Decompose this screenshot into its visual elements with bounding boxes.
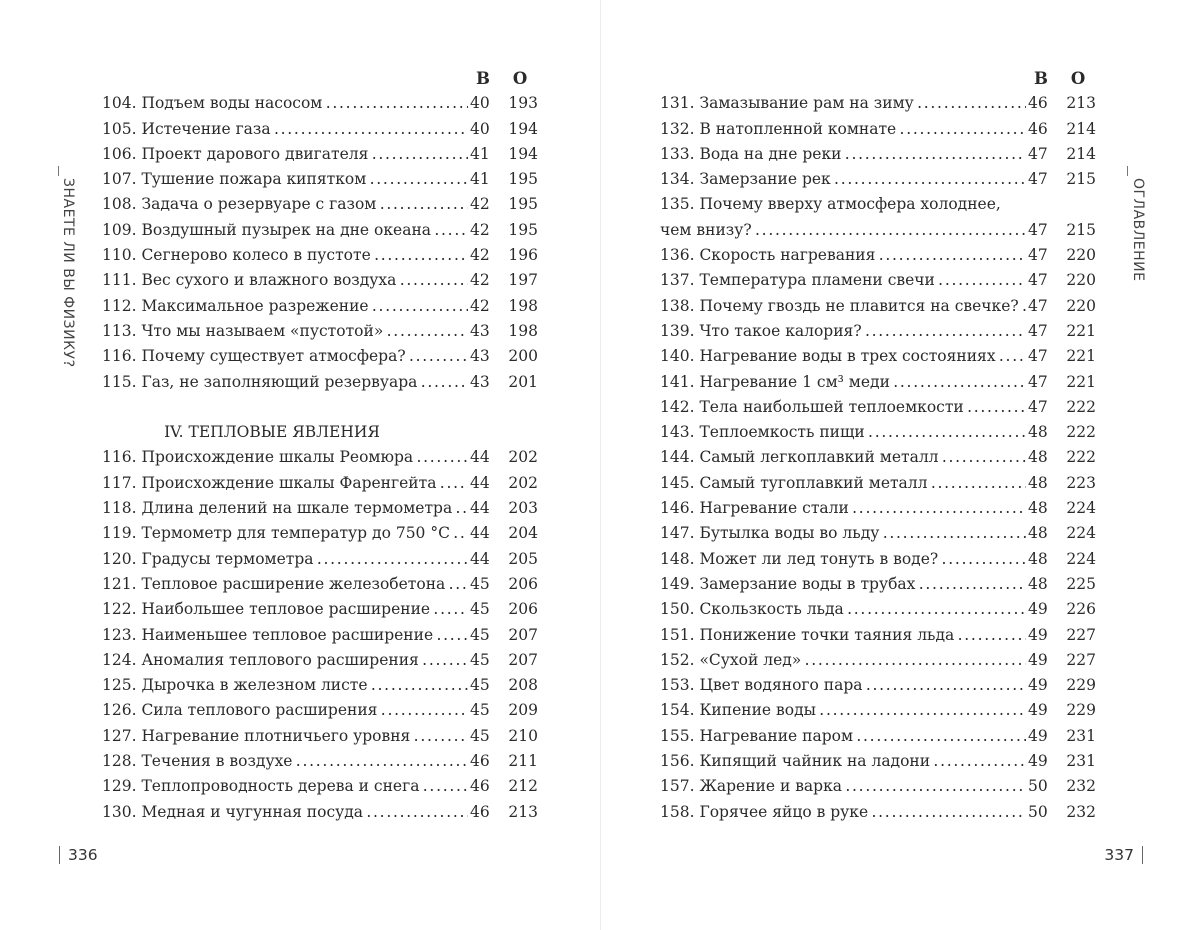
toc-entry-answer-page: 223	[1066, 473, 1096, 492]
toc-entry	[660, 572, 1100, 597]
toc-entry-answer-page: 213	[1066, 94, 1096, 113]
section-heading	[102, 395, 542, 446]
toc-entry-answer-page: 198	[508, 321, 538, 340]
toc-entry-title: 135. Почему вверху атмосфера холоднее,	[660, 195, 1001, 214]
toc-entry-question-page: 47	[1026, 294, 1054, 319]
toc-entry	[102, 370, 542, 395]
toc-entry-answer-page: 194	[508, 119, 538, 138]
toc-entry-answer-page: 229	[1066, 701, 1096, 720]
left-page	[0, 0, 600, 930]
toc-entry-title: 115. Газ, не заполняющий резервуара . . .	[102, 370, 494, 395]
toc-entry-answer-page: 224	[1066, 524, 1096, 543]
section-title: IV. ТЕПЛОВЫЕ ЯВЛЕНИЯ	[164, 423, 380, 442]
toc-entry-question-page: 47	[1026, 344, 1054, 369]
toc-entry-question-page: 47	[1026, 167, 1054, 192]
toc-entry-title: 105. Истечение газа . . .	[102, 117, 494, 142]
toc-entry	[102, 774, 542, 799]
toc-entry-question-page: 48	[1026, 521, 1054, 546]
toc-entry	[102, 547, 542, 572]
toc-entry-question-page: 47	[1026, 268, 1054, 293]
toc-entry-question-page: 45	[468, 698, 496, 723]
toc-entry-title: 149. Замерзание воды в трубах . . .	[660, 572, 1052, 597]
toc-entry-title: 139. Что такое калория? . . .	[660, 319, 1052, 344]
toc-entry-title: 107. Тушение пожара кипятком . . .	[102, 167, 494, 192]
toc-entry-title: 116. Почему существует атмосфера? . . .	[102, 344, 494, 369]
toc-entry-answer-page: 229	[1066, 676, 1096, 695]
toc-entry-title: 150. Скользкость льда . . .	[660, 597, 1052, 622]
toc-entry-answer-page: 226	[1066, 600, 1096, 619]
toc-list-heat-continued	[660, 91, 1100, 825]
toc-entry-title: 158. Горячее яйцо в руке . . .	[660, 800, 1052, 825]
toc-entry-answer-page: 207	[508, 650, 538, 669]
toc-entry	[102, 471, 542, 496]
toc-entry-answer-page: 225	[1066, 574, 1096, 593]
toc-entry	[660, 243, 1100, 268]
toc-entry-answer-page: 221	[1066, 372, 1096, 391]
toc-entry-question-page: 47	[1026, 142, 1054, 167]
toc-entry-title: 128. Течения в воздухе . . .	[102, 749, 494, 774]
toc-entry-answer-page: 232	[1066, 802, 1096, 821]
toc-entry	[660, 117, 1100, 142]
toc-entry-title: 108. Задача о резервуаре с газом . . .	[102, 192, 494, 217]
toc-entry-question-page: 43	[468, 370, 496, 395]
toc-entry-title: 152. «Сухой лед» . . .	[660, 648, 1052, 673]
toc-entry-answer-page: 202	[508, 448, 538, 467]
toc-entry-title: 119. Термометр для температур до 750 °С . . .	[102, 521, 494, 546]
toc-entry-question-page: 47	[1026, 319, 1054, 344]
toc-entry-title: 127. Нагревание плотничьего уровня . . .	[102, 724, 494, 749]
toc-entry-answer-page: 207	[508, 625, 538, 644]
toc-entry-question-page: 43	[468, 344, 496, 369]
toc-entry-title: 121. Тепловое расширение железобетона . . .	[102, 572, 494, 597]
toc-entry	[102, 91, 542, 116]
toc-entry-question-page: 44	[468, 445, 496, 470]
page-number-left: 336	[59, 846, 98, 864]
toc-entry-answer-page: 212	[508, 777, 538, 796]
toc-entry-answer-page: 213	[508, 802, 538, 821]
toc-entry-answer-page: 221	[1066, 321, 1096, 340]
toc-entry	[102, 749, 542, 774]
toc-entry-title: 154. Кипение воды . . .	[660, 698, 1052, 723]
toc-entry-answer-page: 224	[1066, 499, 1096, 518]
toc-entry-question-page: 49	[1026, 623, 1054, 648]
toc-entry-answer-page: 195	[508, 195, 538, 214]
toc-entry-title: 138. Почему гвоздь не плавится на свечке? . . .	[660, 294, 1052, 319]
toc-entry	[660, 724, 1100, 749]
toc-entry-title: 125. Дырочка в железном листе . . .	[102, 673, 494, 698]
toc-entry-question-page: 49	[1026, 648, 1054, 673]
toc-entry	[102, 673, 542, 698]
toc-entry	[102, 117, 542, 142]
toc-entry-question-page: 42	[468, 218, 496, 243]
toc-entry-question-page: 41	[468, 167, 496, 192]
toc-entry-title: 144. Самый легкоплавкий металл . . .	[660, 445, 1052, 470]
toc-entry-title: 131. Замазывание рам на зиму . . .	[660, 91, 1052, 116]
toc-entry	[102, 344, 542, 369]
toc-entry-title: 120. Градусы термометра . . .	[102, 547, 494, 572]
toc-entry-title: 141. Нагревание 1 см³ меди . . .	[660, 370, 1052, 395]
toc-entry	[102, 521, 542, 546]
toc-entry-question-page: 48	[1026, 496, 1054, 521]
toc-entry-title: 137. Температура пламени свечи . . .	[660, 268, 1052, 293]
toc-entry	[660, 673, 1100, 698]
toc-entry-answer-page: 221	[1066, 347, 1096, 366]
toc-entry-title: 122. Наибольшее тепловое расширение . . .	[102, 597, 494, 622]
toc-entry-title: 130. Медная и чугунная посуда . . .	[102, 800, 494, 825]
toc-entry-question-page: 42	[468, 294, 496, 319]
toc-entry-title: 124. Аномалия теплового расширения . . .	[102, 648, 494, 673]
toc-entry-answer-page: 206	[508, 600, 538, 619]
toc-entry	[660, 547, 1100, 572]
right-page	[601, 0, 1203, 930]
toc-entry-title: 157. Жарение и варка . . .	[660, 774, 1052, 799]
toc-entry	[660, 319, 1100, 344]
toc-entry-title: 133. Вода на дне реки . . .	[660, 142, 1052, 167]
toc-entry	[102, 724, 542, 749]
toc-entry	[102, 623, 542, 648]
toc-entry-title: 104. Подъем воды насосом . . .	[102, 91, 494, 116]
toc-entry-answer-page: 227	[1066, 650, 1096, 669]
toc-entry-answer-page: 231	[1066, 726, 1096, 745]
toc-entry	[102, 496, 542, 521]
toc-entry-answer-page: 214	[1066, 119, 1096, 138]
toc-entry	[660, 445, 1100, 470]
toc-entry-title: 123. Наименьшее тепловое расширение . . .	[102, 623, 494, 648]
toc-entry-title: 155. Нагревание паром . . .	[660, 724, 1052, 749]
toc-entry-answer-page: 195	[508, 220, 538, 239]
toc-entry	[660, 142, 1100, 167]
toc-entry-answer-page: 195	[508, 170, 538, 189]
toc-entry-answer-page: 220	[1066, 296, 1096, 315]
toc-entry-question-page: 43	[468, 319, 496, 344]
toc-entry-answer-page: 194	[508, 144, 538, 163]
toc-entry-title: 145. Самый тугоплавкий металл . . .	[660, 471, 1052, 496]
toc-entry-question-page: 47	[1026, 218, 1054, 243]
toc-entry-answer-page: 222	[1066, 448, 1096, 467]
toc-entry-title: 110. Сегнерово колесо в пустоте . . .	[102, 243, 494, 268]
toc-entry-question-page: 45	[468, 673, 496, 698]
toc-entry-title: 111. Вес сухого и влажного воздуха . . .	[102, 268, 494, 293]
toc-entry	[102, 167, 542, 192]
toc-entry	[660, 648, 1100, 673]
toc-entry-question-page: 45	[468, 597, 496, 622]
toc-entry-title: 153. Цвет водяного пара . . .	[660, 673, 1052, 698]
toc-entry-title: 113. Что мы называем «пустотой» . . .	[102, 319, 494, 344]
toc-entry-title: 156. Кипящий чайник на ладони . . .	[660, 749, 1052, 774]
toc-entry	[660, 167, 1100, 192]
toc-entry-answer-page: 222	[1066, 397, 1096, 416]
toc-entry-question-page: 50	[1026, 800, 1054, 825]
toc-entry-question-page: 48	[1026, 420, 1054, 445]
toc-entry-title: 140. Нагревание воды в трех состояниях . . .	[660, 344, 1052, 369]
col-answer-header: О	[1070, 69, 1086, 88]
toc-list-heat	[102, 445, 542, 824]
running-head-right: ОГЛАВЛЕНИЕ	[1130, 178, 1146, 282]
toc-entry-title: 117. Происхождение шкалы Фаренгейта . . .	[102, 471, 494, 496]
column-headers	[660, 66, 1100, 91]
toc-entry-answer-page: 193	[508, 94, 538, 113]
toc-entry-answer-page: 211	[508, 752, 538, 771]
toc-entry-title: 147. Бутылка воды во льду . . .	[660, 521, 1052, 546]
toc-entry-answer-page: 227	[1066, 625, 1096, 644]
toc-entry-question-page: 40	[468, 91, 496, 116]
toc-entry-question-page: 48	[1026, 547, 1054, 572]
toc-entry-question-page: 46	[468, 774, 496, 799]
running-head-bar	[1127, 166, 1128, 176]
toc-entry	[102, 192, 542, 217]
toc-entry-title: 116. Происхождение шкалы Реомюра . . .	[102, 445, 494, 470]
toc-entry-question-page: 45	[468, 724, 496, 749]
toc-left	[102, 66, 542, 825]
toc-entry-answer-page: 215	[1066, 170, 1096, 189]
toc-entry-answer-page: 205	[508, 549, 538, 568]
toc-entry	[102, 268, 542, 293]
toc-entry	[660, 774, 1100, 799]
running-head-bar	[58, 166, 59, 176]
toc-entry-title: 126. Сила теплового расширения . . .	[102, 698, 494, 723]
toc-entry-answer-page: 198	[508, 296, 538, 315]
toc-entry-answer-page: 206	[508, 574, 538, 593]
toc-entry-title: 134. Замерзание рек . . .	[660, 167, 1052, 192]
running-head-left: ЗНАЕТЕ ЛИ ВЫ ФИЗИКУ?	[60, 178, 76, 368]
toc-entry-question-page: 45	[468, 623, 496, 648]
toc-entry	[102, 597, 542, 622]
toc-entry-question-page: 48	[1026, 471, 1054, 496]
col-question-header: В	[476, 69, 490, 88]
toc-entry-title: чем внизу? . . .	[660, 218, 1052, 243]
toc-entry-answer-page: 197	[508, 271, 538, 290]
toc-entry-question-page: 48	[1026, 572, 1054, 597]
toc-entry-answer-page: 224	[1066, 549, 1096, 568]
toc-entry-answer-page: 202	[508, 473, 538, 492]
toc-entry-question-page: 47	[1026, 395, 1054, 420]
toc-entry-answer-page: 215	[1066, 220, 1096, 239]
toc-entry	[660, 370, 1100, 395]
toc-entry	[102, 445, 542, 470]
toc-entry	[102, 572, 542, 597]
toc-entry-question-page: 47	[1026, 243, 1054, 268]
toc-entry-question-page: 44	[468, 547, 496, 572]
toc-entry-question-page: 46	[468, 800, 496, 825]
toc-entry-title: 109. Воздушный пузырек на дне океана . . .	[102, 218, 494, 243]
toc-entry	[660, 218, 1100, 243]
toc-entry-answer-page: 196	[508, 246, 538, 265]
toc-entry-answer-page: 204	[508, 524, 538, 543]
toc-entry-question-page: 44	[468, 496, 496, 521]
toc-entry-answer-page: 222	[1066, 423, 1096, 442]
toc-entry-title: 129. Теплопроводность дерева и снега . . .	[102, 774, 494, 799]
toc-entry-question-page: 42	[468, 192, 496, 217]
toc-entry	[660, 749, 1100, 774]
toc-entry-answer-page: 201	[508, 372, 538, 391]
toc-entry	[102, 648, 542, 673]
toc-entry-answer-page: 210	[508, 726, 538, 745]
toc-entry-title: 112. Максимальное разрежение . . .	[102, 294, 494, 319]
toc-entry-question-page: 44	[468, 471, 496, 496]
toc-entry-question-page: 41	[468, 142, 496, 167]
toc-entry	[102, 319, 542, 344]
toc-entry-title: 142. Тела наибольшей теплоемкости . . .	[660, 395, 1052, 420]
toc-entry-answer-page: 220	[1066, 246, 1096, 265]
toc-entry	[102, 294, 542, 319]
toc-entry-title: 143. Теплоемкость пищи . . .	[660, 420, 1052, 445]
toc-entry-question-page: 47	[1026, 370, 1054, 395]
toc-entry	[660, 597, 1100, 622]
toc-entry-question-page: 46	[468, 749, 496, 774]
column-headers	[102, 66, 542, 91]
toc-entry	[660, 800, 1100, 825]
toc-entry	[660, 698, 1100, 723]
toc-entry-answer-page: 220	[1066, 271, 1096, 290]
toc-entry-answer-page: 209	[508, 701, 538, 720]
toc-entry-answer-page: 231	[1066, 752, 1096, 771]
toc-entry-question-page: 42	[468, 243, 496, 268]
toc-right	[660, 66, 1100, 825]
toc-entry	[660, 344, 1100, 369]
page-number-right: 337	[1104, 846, 1143, 864]
col-answer-header: О	[512, 69, 528, 88]
toc-entry	[660, 496, 1100, 521]
toc-entry-question-page: 40	[468, 117, 496, 142]
toc-entry	[660, 395, 1100, 420]
toc-entry-question-page: 49	[1026, 724, 1054, 749]
toc-entry	[660, 268, 1100, 293]
toc-entry-answer-page: 214	[1066, 144, 1096, 163]
toc-entry-answer-page: 232	[1066, 777, 1096, 796]
toc-entry-question-page: 49	[1026, 673, 1054, 698]
toc-entry	[660, 471, 1100, 496]
toc-entry	[660, 623, 1100, 648]
toc-entry	[660, 420, 1100, 445]
toc-list-mechanics	[102, 91, 542, 395]
toc-entry-question-page: 45	[468, 572, 496, 597]
toc-entry-title: 151. Понижение точки таяния льда . . .	[660, 623, 1052, 648]
toc-entry-question-page: 49	[1026, 597, 1054, 622]
toc-entry-title: 136. Скорость нагревания . . .	[660, 243, 1052, 268]
toc-entry	[102, 698, 542, 723]
toc-entry-title: 148. Может ли лед тонуть в воде? . . .	[660, 547, 1052, 572]
toc-entry	[102, 218, 542, 243]
toc-entry-question-page: 49	[1026, 749, 1054, 774]
toc-entry-title: 146. Нагревание стали . . .	[660, 496, 1052, 521]
toc-entry-question-page: 48	[1026, 445, 1054, 470]
toc-entry-answer-page: 208	[508, 676, 538, 695]
toc-entry	[660, 192, 1100, 217]
toc-entry	[660, 521, 1100, 546]
toc-entry-question-page: 42	[468, 268, 496, 293]
toc-entry	[102, 142, 542, 167]
toc-entry-answer-page: 203	[508, 499, 538, 518]
toc-entry-question-page: 44	[468, 521, 496, 546]
toc-entry	[660, 91, 1100, 116]
toc-entry-question-page: 45	[468, 648, 496, 673]
toc-entry-answer-page: 200	[508, 347, 538, 366]
toc-entry-question-page: 46	[1026, 117, 1054, 142]
toc-entry-question-page: 49	[1026, 698, 1054, 723]
toc-entry	[102, 800, 542, 825]
col-question-header: В	[1034, 69, 1048, 88]
toc-entry-title: 118. Длина делений на шкале термометра . . .	[102, 496, 494, 521]
toc-entry-question-page: 46	[1026, 91, 1054, 116]
toc-entry-title: 106. Проект дарового двигателя . . .	[102, 142, 494, 167]
toc-entry	[660, 294, 1100, 319]
toc-entry-question-page: 50	[1026, 774, 1054, 799]
toc-entry	[102, 243, 542, 268]
toc-entry-title: 132. В натопленной комнате . . .	[660, 117, 1052, 142]
